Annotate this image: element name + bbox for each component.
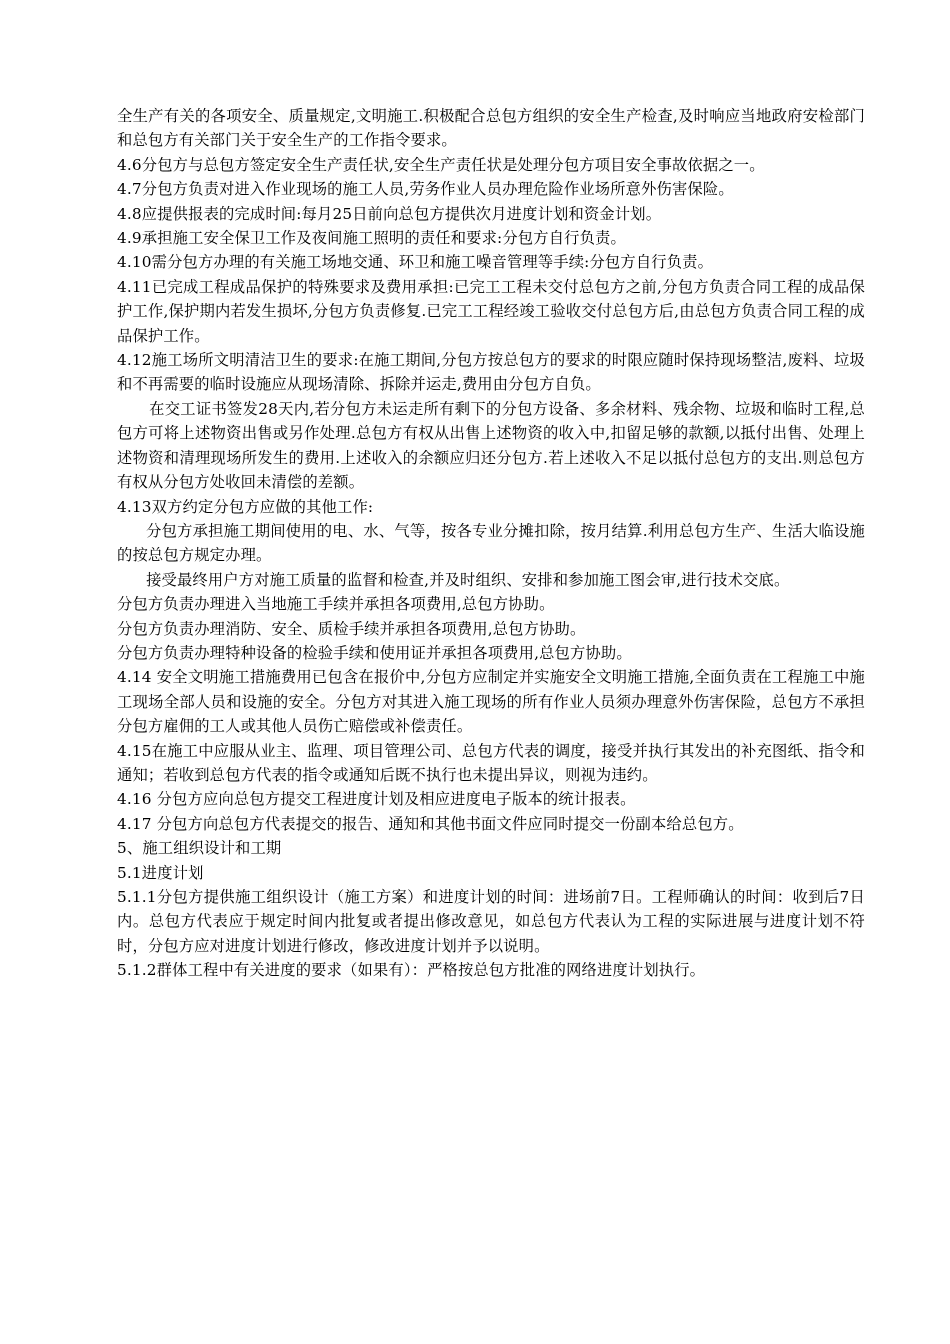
paragraph-4-11: 4.11已完成工程成品保护的特殊要求及费用承担:已完工工程未交付总包方之前,分包方负责合同工程的成品保护工作,保护期内若发生损坏,分包方负责修复.已完工工程经竣工验收交付总包方后,由总包方负责合同工程的成品保护工作。 — [117, 277, 865, 345]
paragraph-4-13-special-equipment: 分包方负责办理特种设备的检验手续和使用证并承担各项费用,总包方协助。 — [117, 643, 632, 662]
paragraph-4-13-local-procedures: 分包方负责办理进入当地施工手续并承担各项费用,总包方协助。 — [117, 595, 555, 614]
paragraph-4-12: 4.12施工场所文明清洁卫生的要求:在施工期间,分包方按总包方的要求的时限应随时保持现场整洁,废料、垃圾和不再需要的临时设施应从现场清除、拆除并运走,费用由分包方自负。 — [117, 351, 865, 394]
paragraph-4-13-supervision: 接受最终用户方对施工质量的监督和检查,并及时组织、安排和参加施工图会审,进行技术交底。 — [146, 570, 790, 589]
paragraph-4-6: 4.6分包方与总包方签定安全生产责任状,安全生产责任状是处理分包方项目安全事故依据之一。 — [117, 155, 765, 174]
section-heading-5: 5、施工组织设计和工期 — [117, 839, 282, 858]
paragraph-4-10: 4.10需分包方办理的有关施工场地交通、环卫和施工噪音管理等手续:分包方自行负责。 — [117, 253, 714, 272]
paragraph-4-8: 4.8应提供报表的完成时间:每月25日前向总包方提供次月进度计划和资金计划。 — [117, 204, 662, 223]
document-page — [117, 104, 865, 983]
paragraph-4-13-utilities: 分包方承担施工期间使用的电、水、气等，按各专业分摊扣除，按月结算.利用总包方生产、生活大临设施的按总包方规定办理。 — [117, 521, 865, 565]
paragraph-4-13-fire-safety: 分包方负责办理消防、安全、质检手续并承担各项费用,总包方协助。 — [117, 619, 586, 638]
paragraph-5-1-2: 5.1.2群体工程中有关进度的要求（如果有）：严格按总包方批准的网络进度计划执行。 — [117, 961, 706, 980]
section-heading-5-1: 5.1进度计划 — [117, 863, 204, 882]
paragraph-4-12-handover: 在交工证书签发28天内,若分包方未运走所有剩下的分包方设备、多余材料、残余物、垃圾和临时工程,总包方可将上述物资出售或另作处理.总包方有权从出售上述物资的收入中,扣留足够的款额,以抵付出售、处理上述物资和清理现场所发生的费用.上述收入的余额应归还分包方.若上述收入不足以抵付总包方的支出.则总包方有权从分包方处收回未清偿的差额。 — [117, 399, 865, 492]
paragraph-4-17: 4.17 分包方向总包方代表提交的报告、通知和其他书面文件应同时提交一份副本给总包方。 — [117, 814, 744, 833]
paragraph-4-15: 4.15在施工中应服从业主、监理、项目管理公司、总包方代表的调度，接受并执行其发出的补充图纸、指令和通知；若收到总包方代表的指令或通知后既不执行也未提出异议，则视为违约。 — [117, 741, 865, 784]
paragraph-4-9: 4.9承担施工安全保卫工作及夜间施工照明的责任和要求:分包方自行负责。 — [117, 229, 626, 248]
paragraph-safety-continued: 全生产有关的各项安全、质量规定,文明施工.积极配合总包方组织的安全生产检查,及时响应当地政府安检部门和总包方有关部门关于安全生产的工作指令要求。 — [117, 107, 865, 150]
paragraph-4-7: 4.7分包方负责对进入作业现场的施工人员,劳务作业人员办理危险作业场所意外伤害保险。 — [117, 180, 734, 199]
paragraph-5-1-1: 5.1.1分包方提供施工组织设计（施工方案）和进度计划的时间：进场前7日。工程师确认的时间：收到后7日内。总包方代表应于规定时间内批复或者提出修改意见，如总包方代表认为工程的实际进展与进度计划不符时，分包方应对进度计划进行修改，修改进度计划并予以说明。 — [117, 888, 865, 955]
paragraph-4-14: 4.14 安全文明施工措施费用已包含在报价中,分包方应制定并实施安全文明施工措施,全面负责在工程施工中施工现场全部人员和设施的安全。分包方对其进入施工现场的所有作业人员须办理意外伤害保险，总包方不承担分包方雇佣的工人或其他人员伤亡赔偿或补偿责任。 — [117, 668, 865, 736]
paragraph-4-16: 4.16 分包方应向总包方提交工程进度计划及相应进度电子版本的统计报表。 — [117, 790, 636, 809]
paragraph-4-13: 4.13双方约定分包方应做的其他工作: — [117, 497, 374, 516]
